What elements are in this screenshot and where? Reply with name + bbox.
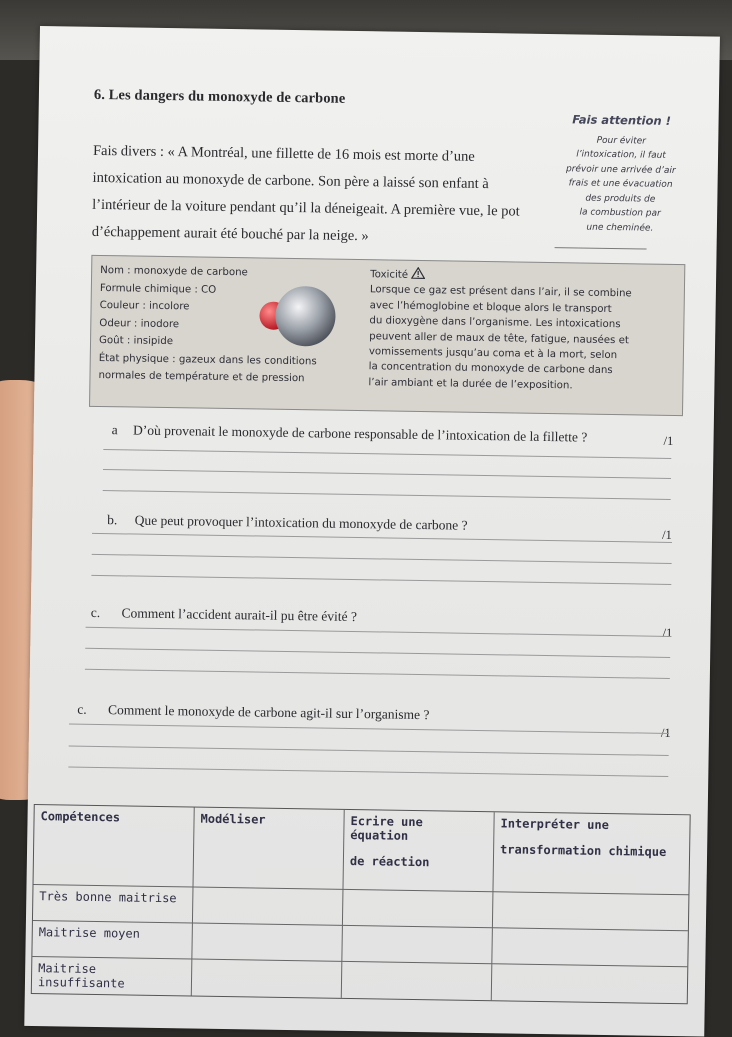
table-row-label: Maitrise moyen: [32, 921, 193, 960]
side-note-line: frais et une évacuation: [555, 176, 685, 193]
toxicity-text-line: Lorsque ce gaz est présent dans l’air, il se combine: [370, 283, 674, 303]
table-cell[interactable]: [492, 964, 688, 1003]
question-text: Comment le monoxyde de carbone agit-il sur l’organisme ?: [108, 702, 430, 722]
news-excerpt: Fais divers : « A Montréal, une fillette de 16 mois est morte d’une intoxication au monoxyde de carbone. Son père a laissé son enfant à l’intérieur de la voiture pendant qu’il la déneigeait. A première vue, le pot d’échappement aurait été bouché par la neige. »: [92, 138, 542, 253]
answer-line[interactable]: [85, 648, 670, 658]
info-box: [89, 255, 685, 416]
question-text: Comment l’accident aurait-il pu être évité ?: [121, 605, 357, 624]
side-note-line: prévoir une arrivée d’air: [556, 162, 686, 179]
property-odor: Odeur : inodore: [99, 314, 359, 336]
question-text: D’où provenait le monoxyde de carbone responsable de l’intoxication de la fillette ?: [133, 423, 588, 445]
table-cell[interactable]: [192, 960, 343, 998]
worksheet-page: [24, 26, 720, 1037]
carbon-atom: [275, 286, 336, 347]
answer-line[interactable]: [86, 627, 671, 637]
table-header-equation: [343, 810, 494, 892]
question-letter: a: [112, 422, 118, 437]
property-name: Nom : monoxyde de carbone: [100, 262, 360, 284]
header-line: de réaction: [350, 854, 487, 870]
answer-line[interactable]: [92, 533, 672, 543]
warning-triangle-icon: [411, 267, 425, 279]
header-line: Interpréter une: [500, 816, 683, 833]
co-molecule-icon: [253, 282, 344, 349]
question-letter: b.: [107, 512, 117, 527]
table-cell[interactable]: [192, 924, 343, 962]
side-note-line: des produits de: [555, 191, 685, 208]
answer-line[interactable]: [92, 554, 672, 564]
property-formula: Formule chimique : CO: [100, 279, 360, 301]
side-note-line: l’intoxication, il faut: [556, 147, 686, 164]
answer-line[interactable]: [68, 767, 668, 777]
table-row-label: Très bonne maitrise: [33, 885, 194, 924]
question-text: Que peut provoquer l’intoxication du monoxyde de carbone ?: [135, 513, 468, 533]
answer-line[interactable]: [69, 746, 669, 756]
side-note-line: une cheminée.: [555, 220, 685, 237]
toxicity-text-line: la concentration du monoxyde de carbone dans: [369, 360, 673, 380]
answer-line[interactable]: [69, 724, 669, 734]
table-cell[interactable]: [193, 888, 344, 926]
side-note-underline: [555, 247, 647, 249]
competences-table: [31, 804, 691, 1004]
header-line: transformation chimique: [500, 842, 683, 859]
property-state: État physique : gazeux dans les conditions: [99, 349, 359, 371]
table-cell[interactable]: [343, 890, 494, 928]
toxicity-text-line: avec l’hémoglobine et bloque alors le transport: [370, 298, 674, 318]
table-header-interpreter: [493, 812, 689, 895]
question-letter: c.: [77, 702, 87, 717]
side-note-line: Pour éviter: [556, 133, 686, 150]
toxicity-text-line: peuvent aller de maux de tête, fatigue, nausées et: [369, 329, 673, 349]
toxicity-text-line: vomissements jusqu’au coma et à la mort, selon: [369, 344, 673, 364]
table-cell[interactable]: [342, 962, 493, 1000]
answer-line[interactable]: [103, 449, 671, 459]
side-note-line: la combustion par: [555, 205, 685, 222]
toxicity-text-line: l’air ambiant et la durée de l’exposition.: [368, 375, 672, 395]
toxicity-text-line: du dioxygène dans l’organisme. Les intoxications: [369, 313, 673, 333]
question-letter: c.: [91, 605, 101, 620]
property-color: Couleur : incolore: [99, 297, 359, 319]
question-points: /1: [662, 626, 672, 641]
question-d: [77, 702, 429, 724]
toxicity-section: [368, 266, 674, 395]
table-header-competences: Compétences: [34, 805, 195, 888]
table-cell[interactable]: [492, 928, 688, 967]
question-b: [107, 512, 468, 534]
question-points: /1: [662, 528, 672, 543]
table-row-label: Maitrise insuffisante: [32, 957, 193, 996]
toxicity-title: Toxicité: [370, 269, 408, 281]
question-points: /1: [661, 726, 671, 741]
side-note-title: Fais attention !: [556, 112, 686, 129]
property-taste: Goût : insipide: [99, 332, 359, 354]
answer-line[interactable]: [85, 669, 670, 679]
table-cell[interactable]: [342, 926, 493, 964]
header-line: Ecrire une équation: [350, 814, 487, 844]
question-c: [91, 605, 357, 625]
table-cell[interactable]: [493, 892, 689, 931]
question-a: [112, 422, 588, 445]
answer-line[interactable]: [103, 490, 671, 500]
answer-line[interactable]: [103, 469, 671, 479]
property-state-cont: normales de température et de pression: [98, 367, 358, 389]
section-title: 6. Les dangers du monoxyde de carbone: [94, 87, 346, 108]
answer-line[interactable]: [91, 575, 671, 585]
table-header-modeliser: Modéliser: [193, 808, 344, 890]
question-points: /1: [663, 434, 673, 449]
side-note: [555, 112, 687, 236]
